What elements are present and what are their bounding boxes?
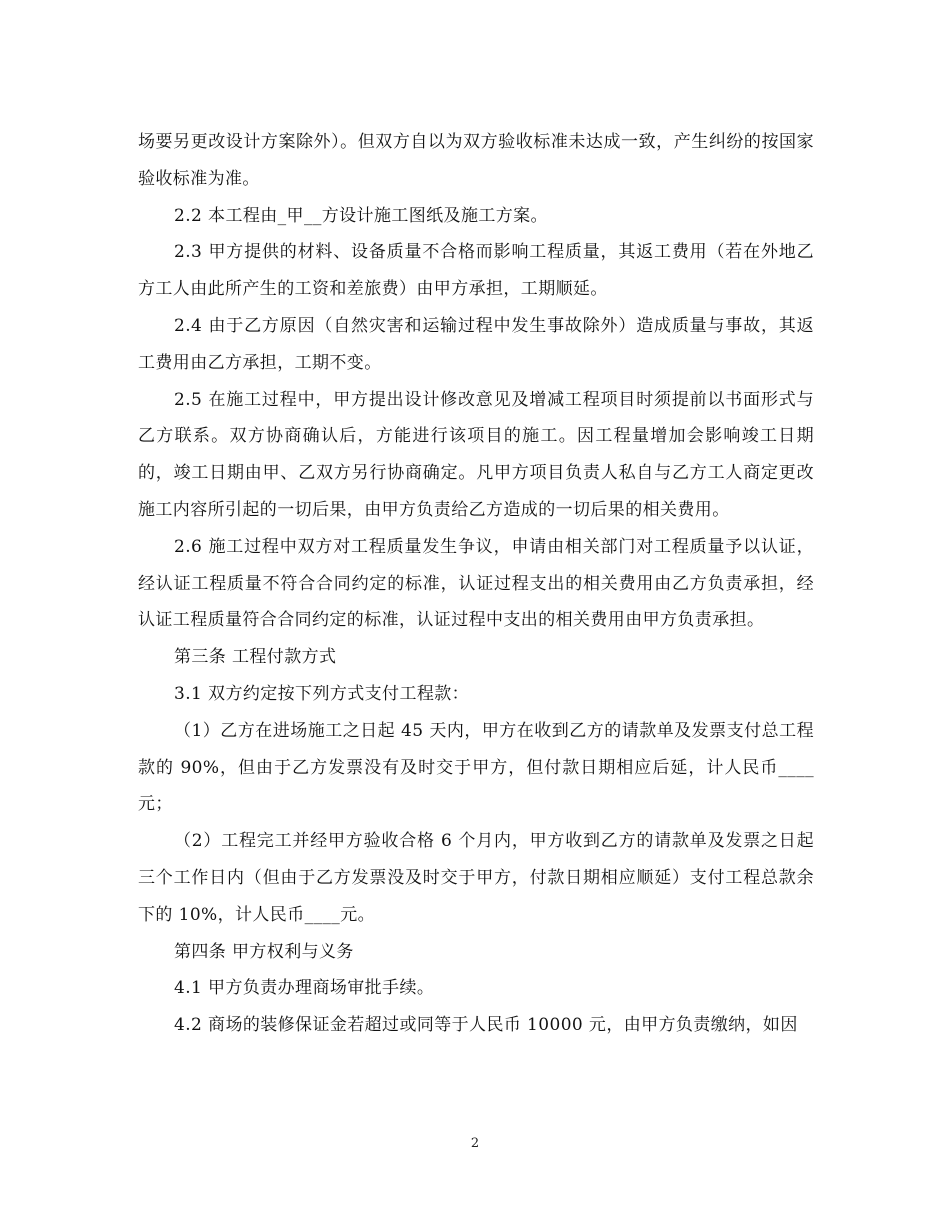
clause-2-2: 2.2 本工程由_甲__方设计施工图纸及施工方案。 [174, 205, 548, 226]
clause-2-3: 2.3 甲方提供的材料、设备质量不合格而影响工程质量，其返工费用（若在外地乙方工人由此所产生的工资和差旅费）由甲方承担，工期顺延。 [138, 242, 814, 300]
clause-3-1: 3.1 双方约定按下列方式支付工程款： [174, 683, 470, 704]
clause-2-5: 2.5 在施工过程中，甲方提出设计修改意见及增减工程项目时须提前以书面形式与乙方联系。双方协商确认后，方能进行该项目的施工。因工程量增加会影响竣工日期的，竣工日期由甲、乙双方另行协商确定。凡甲方项目负责人私自与乙方工人商定更改施工内容所引起的一切后果，由甲方负责给乙方造成的一切后果的相关费用。 [138, 389, 814, 520]
clause-4-2: 4.2 商场的装修保证金若超过或同等于人民币 10000 元，由甲方负责缴纳，如因 [174, 1015, 798, 1036]
article-4-heading: 第四条 甲方权利与义务 [174, 941, 354, 962]
page-number: 2 [470, 1136, 480, 1151]
clause-2-6: 2.6 施工过程中双方对工程质量发生争议，申请由相关部门对工程质量予以认证，经认证工程质量不符合合同约定的标准，认证过程支出的相关费用由乙方负责承担，经认证工程质量符合合同约定的标准，认证过程中支出的相关费用由甲方负责承担。 [138, 536, 814, 631]
paragraph-continuation: 场要另更改设计方案除外）。但双方自以为双方验收标准未达成一致，产生纠纷的按国家验收标准为准。 [138, 132, 814, 189]
article-3-heading: 第三条 工程付款方式 [174, 647, 337, 668]
document-body [138, 124, 814, 1044]
clause-3-1-item-1: （1）乙方在进场施工之日起 45 天内，甲方在收到乙方的请款单及发票支付总工程款的 90%，但由于乙方发票没有及时交于甲方，但付款日期相应后延，计人民币____元； [138, 720, 814, 815]
clause-2-4: 2.4 由于乙方原因（自然灾害和运输过程中发生事故除外）造成质量与事故，其返工费用由乙方承担，工期不变。 [138, 315, 814, 373]
clause-4-1: 4.1 甲方负责办理商场审批手续。 [174, 978, 435, 999]
clause-3-1-item-2: （2）工程完工并经甲方验收合格 6 个月内，甲方收到乙方的请款单及发票之日起三个工作日内（但由于乙方发票没及时交于甲方，付款日期相应顺延）支付工程总款余下的 10%，计人民币____元。 [138, 831, 814, 925]
